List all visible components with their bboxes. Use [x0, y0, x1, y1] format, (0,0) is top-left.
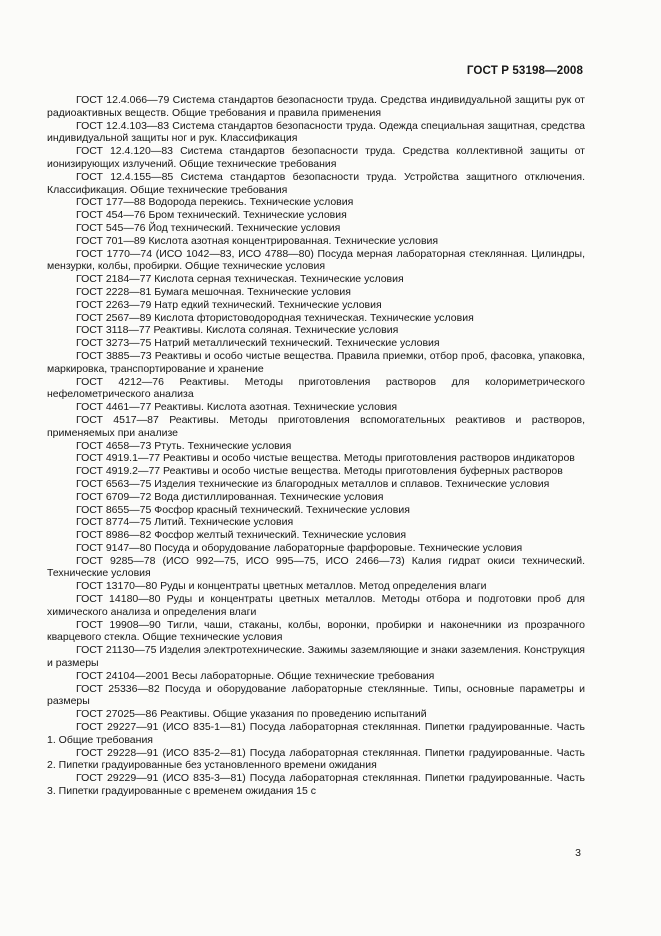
reference-entry: ГОСТ 1770—74 (ИСО 1042—83, ИСО 4788—80) Посуда мерная лабораторная стеклянная. Цилиндры, мензурки, колбы, пробирки. Общие технические условия: [47, 247, 585, 273]
reference-entry: ГОСТ 4461—77 Реактивы. Кислота азотная. Технические условия: [76, 401, 398, 414]
reference-entry: ГОСТ 12.4.120—83 Система стандартов безопасности труда. Средства коллективной защиты от ионизирующих излучений. Общие технические требования: [47, 145, 585, 170]
reference-entry: ГОСТ 4658—73 Ртуть. Технические условия: [76, 439, 292, 452]
reference-entry: ГОСТ 4919.2—77 Реактивы и особо чистые вещества. Методы приготовления буферных растворов: [76, 465, 563, 478]
reference-entry: ГОСТ 12.4.066—79 Система стандартов безопасности труда. Средства индивидуальной защиты рук от радиоактивных веществ. Общие требования и правила применения: [47, 94, 585, 119]
document-header: ГОСТ Р 53198—2008: [466, 64, 583, 77]
reference-entry: ГОСТ 2567—89 Кислота фтористоводородная техническая. Технические условия: [76, 311, 474, 324]
reference-entry: ГОСТ 177—88 Водорода перекись. Технические условия: [76, 196, 354, 209]
reference-entry: ГОСТ 9285—78 (ИСО 992—75, ИСО 995—75, ИСО 2466—73) Калия гидрат окиси технический. Технические условия: [47, 554, 585, 580]
reference-entry: ГОСТ 2263—79 Натр едкий технический. Технические условия: [76, 298, 382, 311]
reference-entry: ГОСТ 12.4.103—83 Система стандартов безопасности труда. Одежда специальная защитная, средства индивидуальной защиты ног и рук. Классификация: [47, 119, 585, 145]
reference-entry: ГОСТ 2184—77 Кислота серная техническая. Технические условия: [76, 273, 404, 286]
reference-entry: ГОСТ 3885—73 Реактивы и особо чистые вещества. Правила приемки, отбор проб, фасовка, упаковка, маркировка, транспортирование и хранение: [47, 349, 585, 375]
reference-entry: ГОСТ 13170—80 Руды и концентраты цветных металлов. Метод определения влаги: [76, 580, 487, 593]
reference-entry: ГОСТ 2228—81 Бумага мешочная. Технические условия: [76, 285, 351, 298]
references-list: [47, 94, 585, 798]
reference-entry: ГОСТ 8986—82 Фосфор желтый технический. Технические условия: [76, 529, 407, 542]
page-number: 3: [575, 847, 581, 859]
reference-entry: ГОСТ 21130—75 Изделия электротехнические. Зажимы заземляющие и знаки заземления. Конструкция и размеры: [47, 644, 585, 670]
reference-entry: ГОСТ 25336—82 Посуда и оборудование лабораторные стеклянные. Типы, основные параметры и размеры: [47, 682, 585, 708]
reference-entry: ГОСТ 9147—80 Посуда и оборудование лабораторные фарфоровые. Технические условия: [76, 541, 523, 554]
reference-entry: ГОСТ 4212—76 Реактивы. Методы приготовления растворов для колориметрического нефелометрического анализа: [47, 375, 585, 401]
reference-entry: ГОСТ 3273—75 Натрий металлический технический. Технические условия: [76, 337, 440, 350]
reference-entry: ГОСТ 6563—75 Изделия технические из благородных металлов и сплавов. Технические условия: [76, 477, 550, 490]
reference-entry: ГОСТ 29228—91 (ИСО 835-2—81) Посуда лабораторная стеклянная. Пипетки градуированные. Часть 2. Пипетки градуированные без установленного времени ожидания: [47, 746, 585, 772]
reference-entry: ГОСТ 29229—91 (ИСО 835-3—81) Посуда лабораторная стеклянная. Пипетки градуированные. Часть 3. Пипетки градуированные с временем ожидания 15 с: [47, 772, 585, 798]
reference-entry: ГОСТ 545—76 Йод технический. Технические условия: [76, 221, 341, 234]
reference-entry: ГОСТ 8774—75 Литий. Технические условия: [76, 516, 294, 529]
reference-entry: ГОСТ 8655—75 Фосфор красный технический. Технические условия: [76, 503, 410, 516]
reference-entry: ГОСТ 29227—91 (ИСО 835-1—81) Посуда лабораторная стеклянная. Пипетки градуированные. Часть 1. Общие требования: [47, 721, 585, 746]
reference-entry: ГОСТ 14180—80 Руды и концентраты цветных металлов. Методы отбора и подготовки проб для химического анализа и определения влаги: [47, 593, 585, 618]
reference-entry: ГОСТ 24104—2001 Весы лабораторные. Общие технические требования: [76, 669, 435, 682]
reference-entry: ГОСТ 4517—87 Реактивы. Методы приготовления вспомогательных реактивов и растворов, применяемых при анализе: [47, 413, 585, 439]
reference-entry: ГОСТ 701—89 Кислота азотная концентрированная. Технические условия: [76, 234, 439, 247]
reference-entry: ГОСТ 19908—90 Тигли, чаши, стаканы, колбы, воронки, пробирки и наконечники из прозрачного кварцевого стекла. Общие технические условия: [47, 618, 585, 644]
reference-entry: ГОСТ 3118—77 Реактивы. Кислота соляная. Технические условия: [76, 324, 399, 337]
reference-entry: ГОСТ 4919.1—77 Реактивы и особо чистые вещества. Методы приготовления растворов индикаторов: [76, 452, 575, 465]
reference-entry: ГОСТ 6709—72 Вода дистиллированная. Технические условия: [76, 490, 384, 503]
reference-entry: ГОСТ 27025—86 Реактивы. Общие указания по проведению испытаний: [76, 708, 427, 721]
reference-entry: ГОСТ 12.4.155—85 Система стандартов безопасности труда. Устройства защитного отключения. Классификация. Общие технические требования: [47, 170, 585, 196]
reference-entry: ГОСТ 454—76 Бром технический. Технические условия: [76, 209, 347, 222]
